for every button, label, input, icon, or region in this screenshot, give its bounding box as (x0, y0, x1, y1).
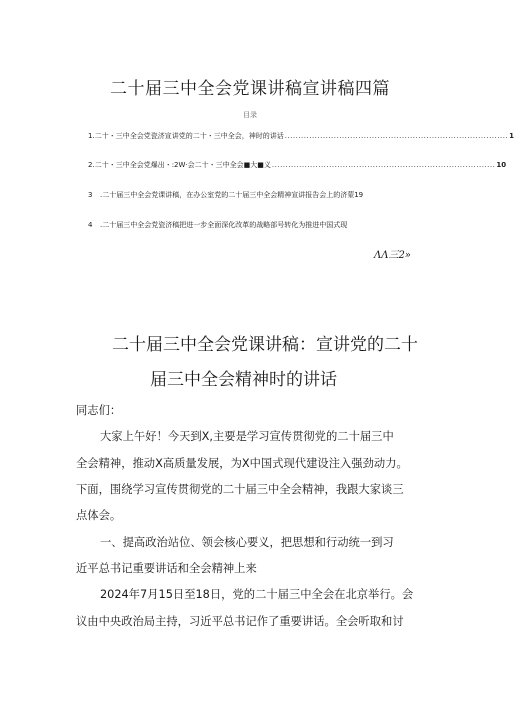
paragraph-line: 2024年7月15日至18日，党的二十届三中全会在北京举行。会 (100, 588, 414, 601)
toc-item-text: .二十・三中全会党瓷济宣讲党的二十・三中全会，神时的讲话 (92, 132, 284, 140)
document-title: 二十届三中全会党课讲稿宣讲稿四篇 (110, 79, 390, 99)
toc-item-number: 2 (88, 161, 93, 169)
toc-item-text: .二十届三中全会党课讲稿，在办公室党的二十届三中全会精神宣讲报告会上的济蒙19 (100, 191, 364, 199)
paragraph-line: 议由中央政治局主持，习近平总书记作了重要讲话。全会听取和讨 (76, 615, 404, 628)
toc-item-text: .二十届三中全会党瓷济稿把进一步全面深化改革的战略部号转化为推进中国式现 (100, 221, 348, 229)
paragraph-line: 下面，围绕学习宣传贯彻党的二十届三中全会精神，我跟大家谈三 (76, 483, 404, 496)
toc-item-page: 10 (496, 161, 507, 169)
toc-item-text: .二十・三中全会党爆出・:2W·会二十・三中全会■大■义 (92, 161, 271, 169)
toc-item (88, 190, 418, 200)
paragraph-line: 全会精神，推动X高质量发展，为X中国式现代建设注入强劲动力。 (76, 457, 408, 470)
toc-item-number: 3 (88, 191, 93, 199)
toc-item-number: 4 (88, 221, 93, 229)
paragraph-line: 点体会。 (76, 509, 122, 522)
section-title-line: 二十届三中全会党课讲稿：宣讲党的二十 (112, 335, 418, 355)
page-marker: ΛΛ三2» (374, 250, 411, 261)
section-heading-line: 一、提高政治站位、领会核心要义，把思想和行动统一到习 (100, 536, 394, 549)
toc-item (88, 131, 514, 141)
toc-leader-dots: .................................................................................. (271, 161, 496, 169)
section-heading-line: 近平总书记重要讲话和全会精神上来 (76, 562, 257, 575)
toc-leader-dots: .................................................................................. (284, 132, 509, 140)
toc-item-number: 1 (88, 132, 93, 140)
paragraph-line: 大家上午好！今天到X,主要是学习宣传贯彻党的二十届三中 (100, 430, 394, 443)
toc-item (88, 160, 507, 170)
toc-item-page: 1 (509, 132, 514, 140)
toc-item (88, 220, 418, 230)
salutation: 同志们： (76, 404, 122, 417)
toc-heading: 目录 (243, 111, 257, 119)
section-title-line: 届三中全会精神时的讲话 (150, 370, 337, 390)
